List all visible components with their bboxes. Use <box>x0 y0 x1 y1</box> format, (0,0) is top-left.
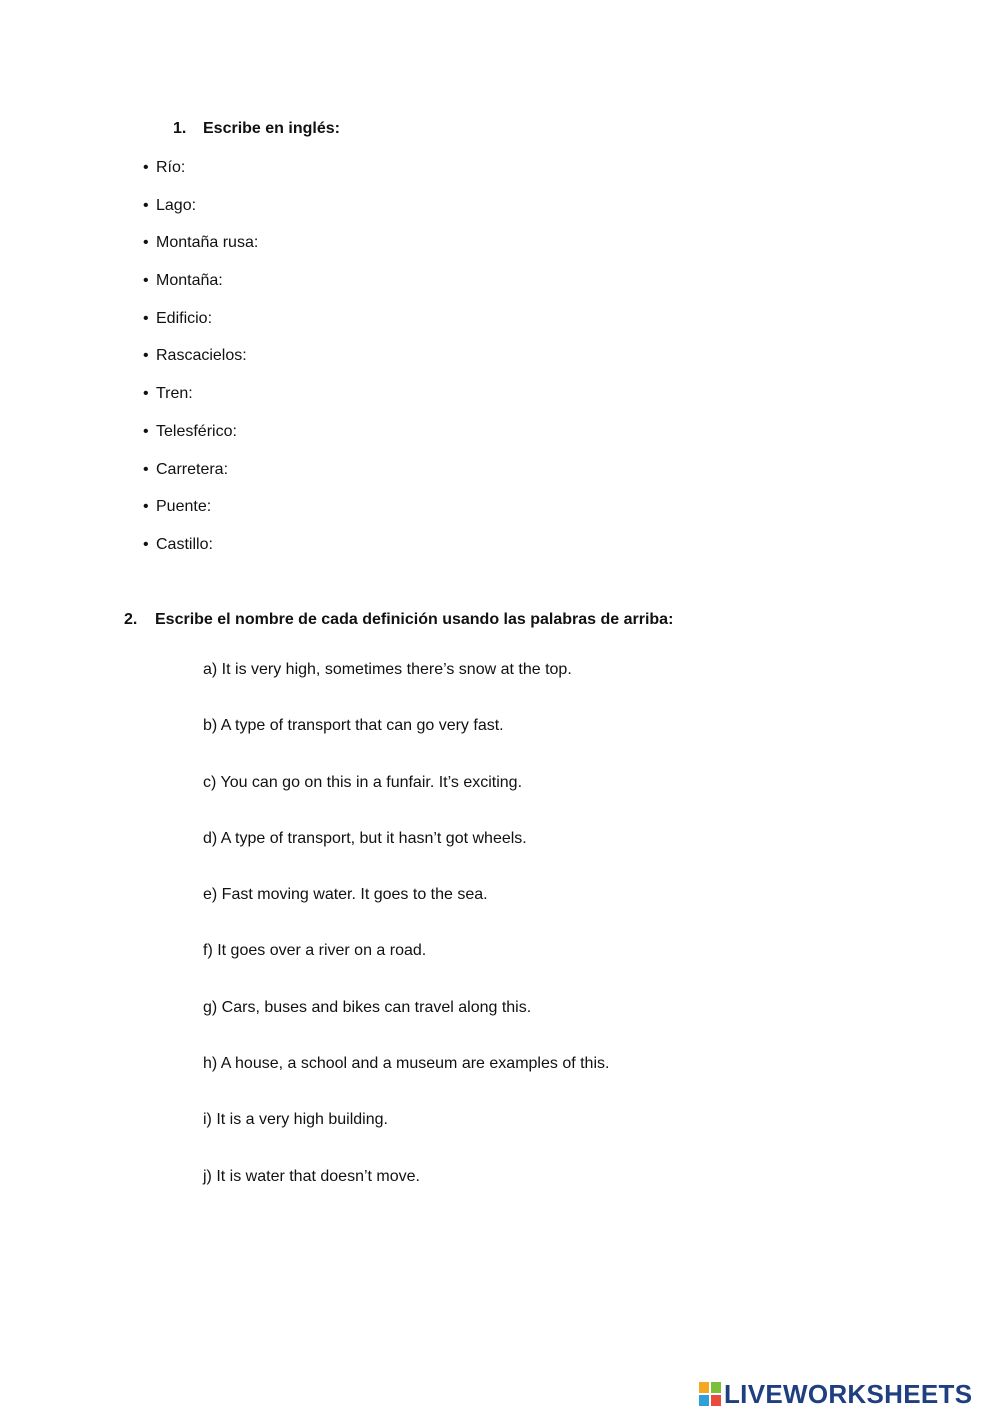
bullet: • <box>143 272 149 290</box>
liveworksheets-brand <box>698 1378 972 1410</box>
definition-c: c) You can go on this in a funfair. It’s exciting. <box>203 773 523 791</box>
vocab-item-puente <box>143 497 258 535</box>
vocab-item-label: Montaña rusa: <box>156 234 259 252</box>
bullet: • <box>143 196 149 214</box>
vocab-item-rio <box>143 158 258 196</box>
vocab-item-rascacielos <box>143 346 258 384</box>
bullet: • <box>143 234 149 252</box>
logo-square-orange <box>698 1381 710 1394</box>
bullet: • <box>143 498 149 516</box>
definition-a: a) It is very high, sometimes there’s snow at the top. <box>203 661 572 678</box>
definition-i: i) It is a very high building. <box>203 1111 388 1129</box>
bullet: • <box>143 347 149 365</box>
liveworksheets-logo-icon <box>698 1381 722 1407</box>
definition-f: f) It goes over a river on a road. <box>203 942 427 960</box>
vocabulary-list <box>143 158 258 573</box>
definitions-list <box>203 660 609 1223</box>
vocab-item-label: Carretera: <box>156 460 229 478</box>
definition-d: d) A type of transport, but it hasn’t got wheels. <box>203 829 527 847</box>
bullet: • <box>143 422 149 440</box>
definition-g: g) Cars, buses and bikes can travel along this. <box>203 998 532 1016</box>
vocab-item-label: Edificio: <box>156 309 213 327</box>
bullet: • <box>143 385 149 403</box>
question-2-heading <box>124 611 673 629</box>
vocab-item-label: Telesférico: <box>156 422 237 440</box>
vocab-item-montana-rusa <box>143 233 258 271</box>
vocab-item-castillo <box>143 535 258 573</box>
brand-wordmark: LIVEWORKSHEETS <box>724 1378 973 1409</box>
question-2-number: 2. <box>124 611 138 628</box>
vocab-item-carretera <box>143 460 258 498</box>
vocab-item-telesferico <box>143 422 258 460</box>
definition-j: j) It is water that doesn’t move. <box>203 1167 420 1185</box>
vocab-item-montana <box>143 271 258 309</box>
vocab-item-lago <box>143 196 258 234</box>
definition-e: e) Fast moving water. It goes to the sea. <box>203 886 488 904</box>
vocab-item-label: Montaña: <box>156 272 223 290</box>
logo-square-green <box>710 1381 722 1394</box>
vocab-item-label: Puente: <box>156 498 212 516</box>
vocab-item-tren <box>143 384 258 422</box>
definition-b: b) A type of transport that can go very fast. <box>203 717 504 735</box>
bullet: • <box>143 535 149 553</box>
vocab-item-label: Río: <box>156 159 186 176</box>
logo-square-red <box>710 1394 722 1407</box>
question-1-heading <box>173 120 340 138</box>
logo-square-blue <box>698 1394 710 1407</box>
question-1-number: 1. <box>173 120 187 137</box>
question-2-title: Escribe el nombre de cada definición usando las palabras de arriba: <box>155 611 674 628</box>
vocab-item-label: Rascacielos: <box>156 347 247 365</box>
bullet: • <box>143 159 149 176</box>
vocab-item-label: Tren: <box>156 385 193 403</box>
question-1-title: Escribe en inglés: <box>203 120 340 137</box>
vocab-item-label: Lago: <box>156 196 197 214</box>
vocab-item-label: Castillo: <box>156 535 213 553</box>
vocab-item-edificio <box>143 309 258 347</box>
bullet: • <box>143 460 149 478</box>
definition-h: h) A house, a school and a museum are examples of this. <box>203 1055 610 1073</box>
bullet: • <box>143 309 149 327</box>
